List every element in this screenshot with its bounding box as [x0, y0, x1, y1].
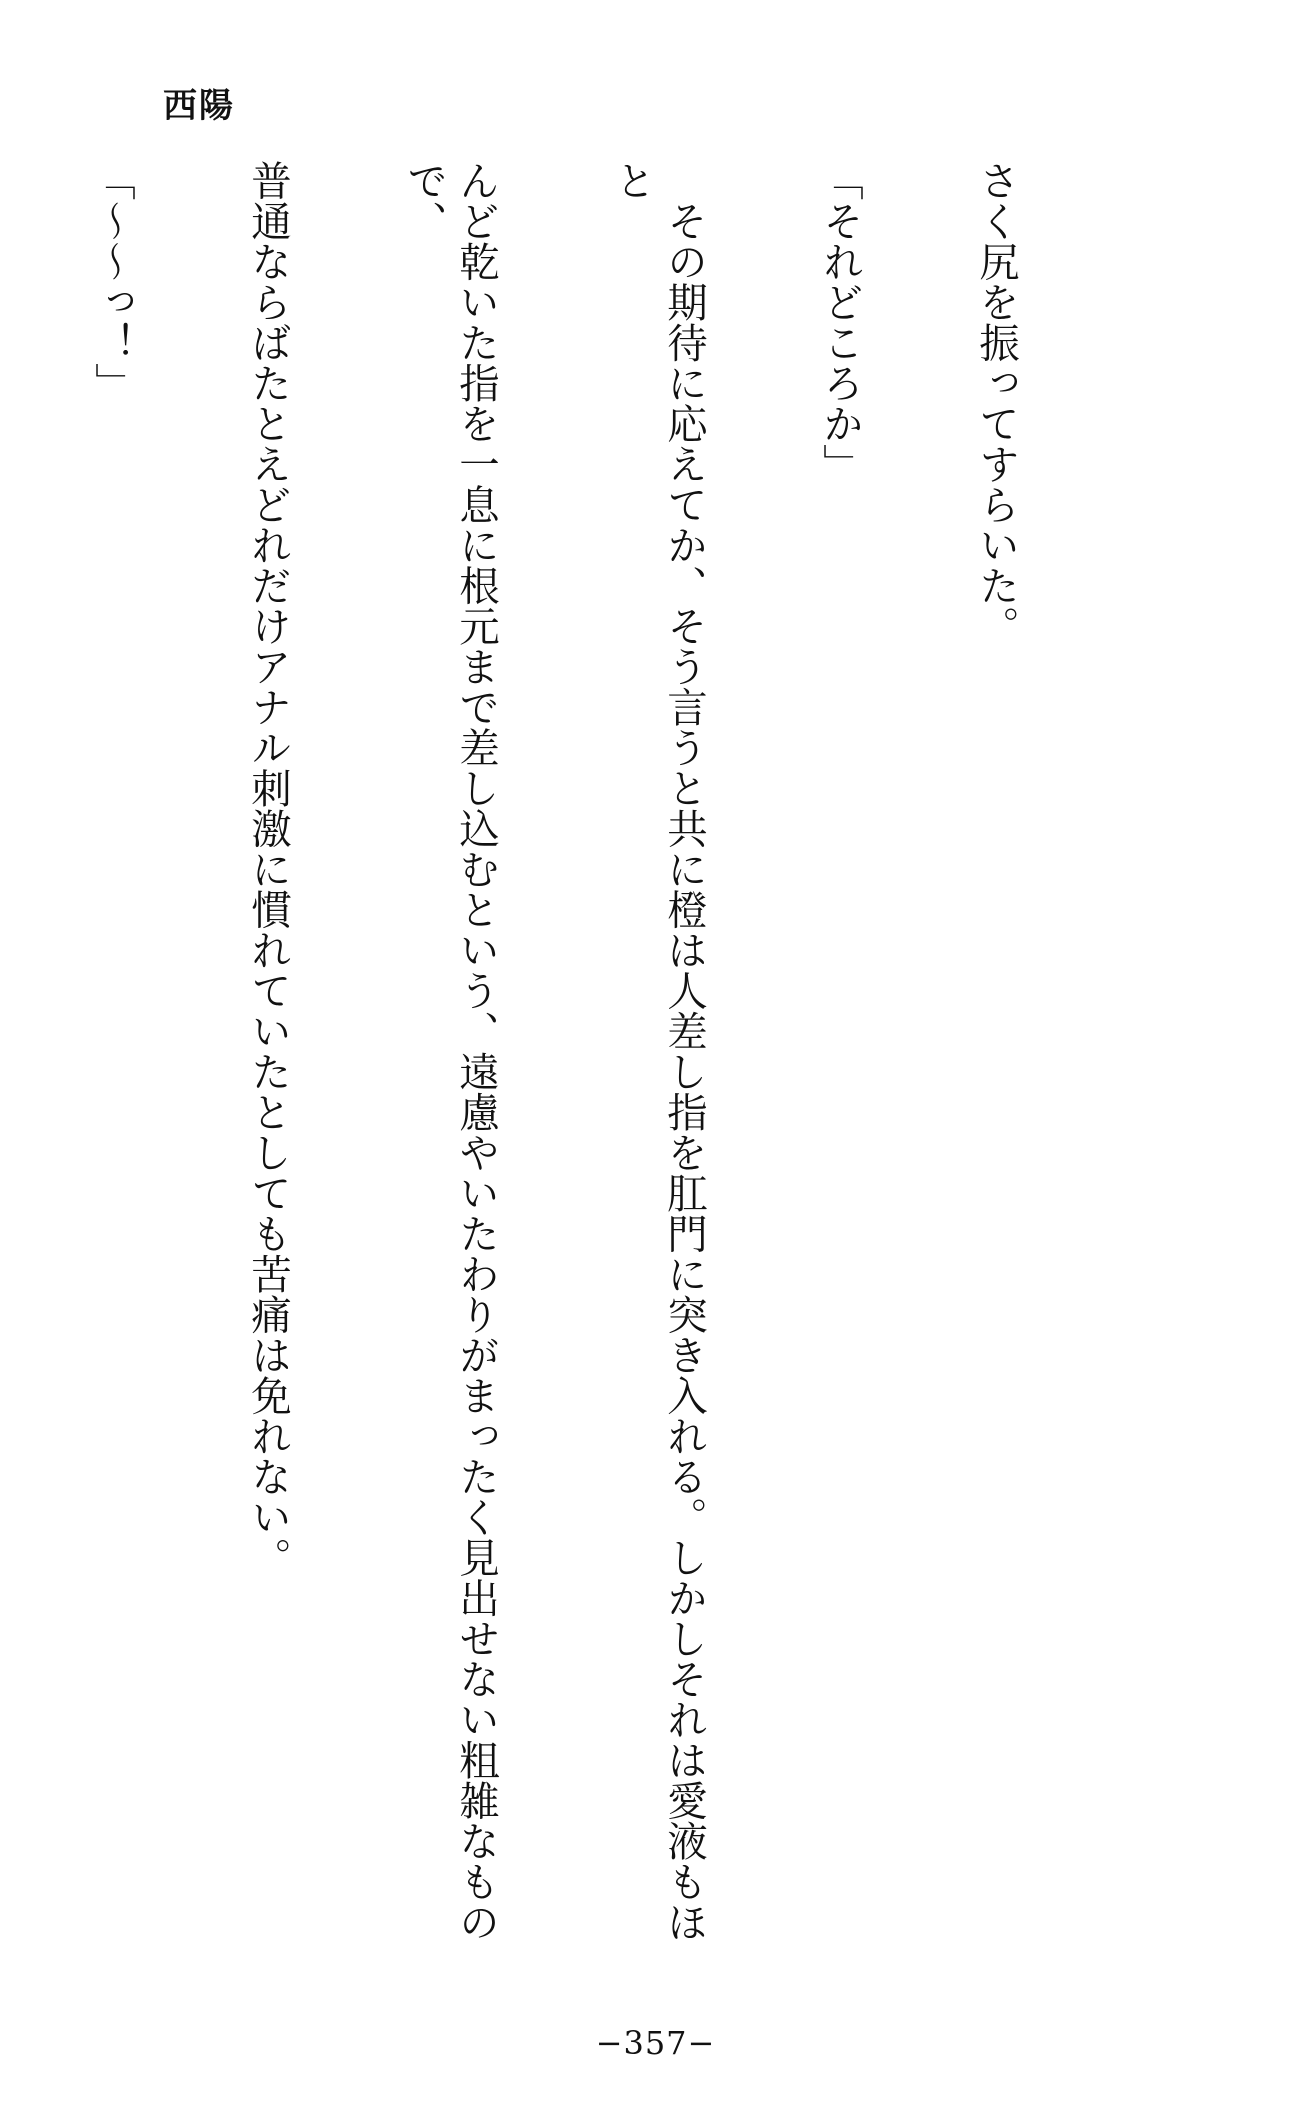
text-line: その期待に応えてか、そう言うと共に橙は人差し指を肛門に突き入れる。しかしそれは愛液もほと — [608, 160, 708, 1942]
text-line: さく尻を振ってすらいた。 — [972, 160, 1020, 646]
body-text — [0, 160, 1126, 1950]
text-line: んど乾いた指を一息に根元まで差し込むという、遠慮やいたわりがまったく見出せない粗雑なもので、 — [400, 160, 500, 1942]
text-line: 「〜〜っ！」 — [88, 160, 136, 403]
chapter-title: 西陽 — [163, 86, 235, 126]
text-line: 普通ならばたとえどれだけアナル刺激に慣れていたとしても苦痛は免れない。 — [244, 160, 292, 1578]
text-line: 「それどころか」 — [816, 160, 864, 484]
page-number: −357− — [595, 2024, 716, 2062]
